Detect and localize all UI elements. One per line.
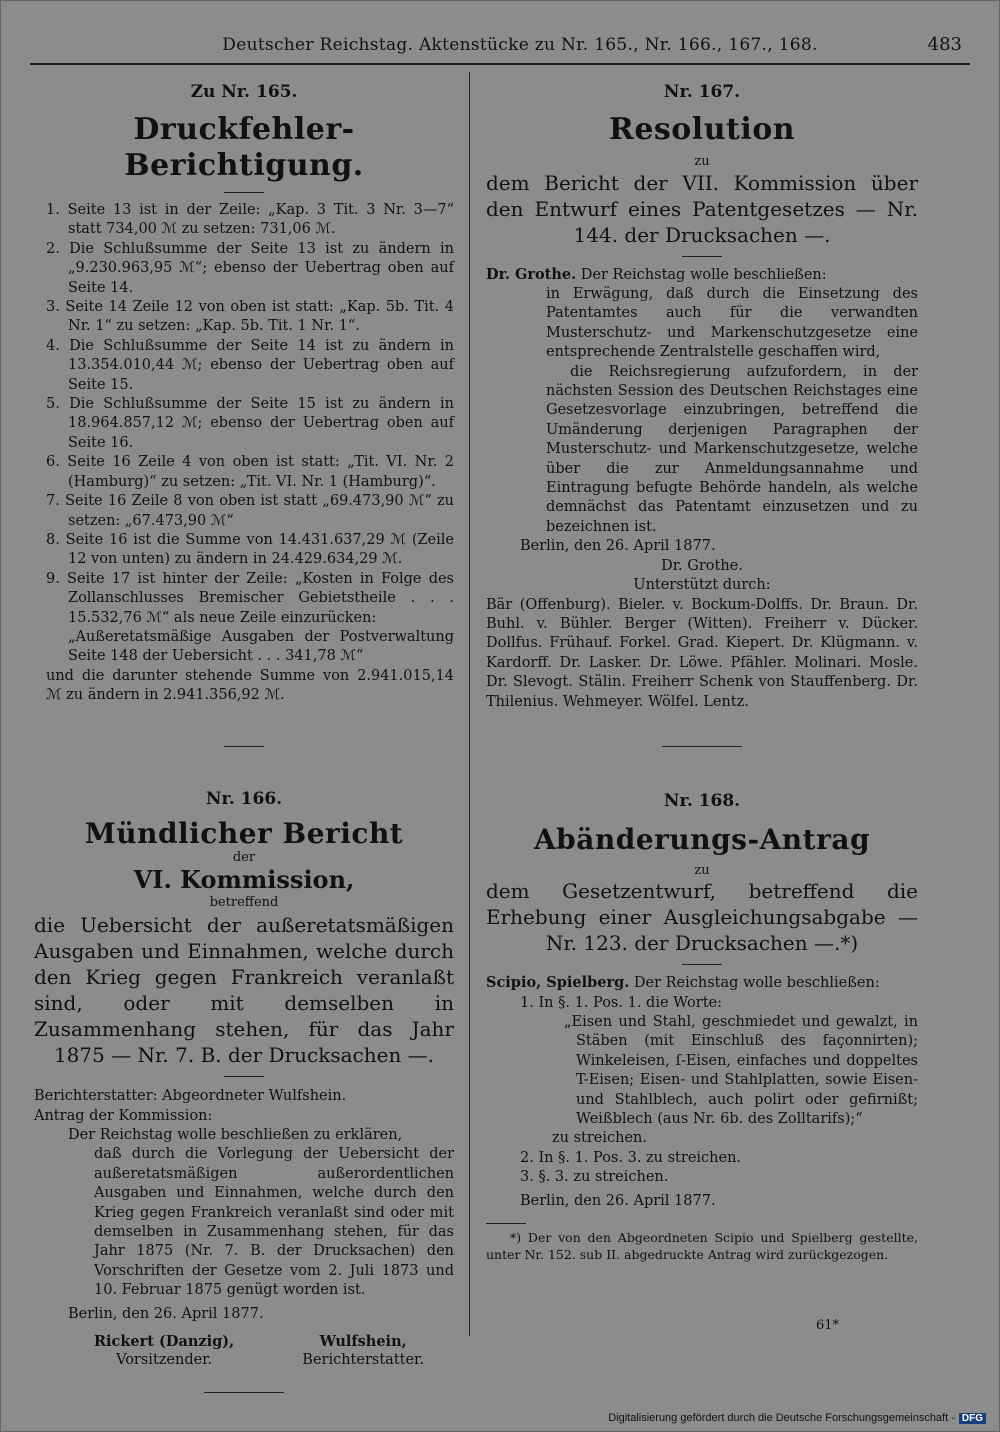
nr168-subject: dem Gesetzentwurf, betreffend die Erhebung einer Ausgleichungsabgabe — Nr. 123. der Drucksachen —.*) (486, 879, 918, 956)
motion-label: Antrag der Kommission: (34, 1107, 213, 1124)
nr168-title: Abänderungs-Antrag (533, 822, 871, 856)
nr168-date: Berlin, den 26. April 1877. (520, 1192, 716, 1209)
dfg-credit (608, 1412, 986, 1424)
supporters-list: Bär (Offenburg). Bieler. v. Bockum-Dolffs. Dr. Braun. Dr. Buhl. v. Bühler. Berger (Witten). Freiherr v. Dücker. Dollfus. Frühauf. Forkel. Grad. Kiepert. Dr. Klügmann. v. Kardorff. Dr. Lasker. Dr. Löwe. Pfähler. Molinari. Mosle. Dr. Slevogt. Stälin. Freiherr Schenk von Stauffenberg. Dr. Thilenius. Wehmeyer. Wölfel. Lentz. (486, 596, 918, 710)
nr166-header: Nr. 166. (205, 788, 283, 809)
supported-label: Unterstützt durch: (633, 577, 771, 594)
reporter-line: Berichterstatter: Abgeordneter Wulfshein. (34, 1088, 347, 1105)
betreffend-label: betreffend (209, 894, 279, 910)
short-rule (224, 192, 264, 193)
der-label: der (232, 850, 256, 866)
zu-label: zu (694, 862, 710, 878)
mover-names: Scipio, Spielberg. (486, 974, 630, 992)
signature-chair (94, 1332, 234, 1370)
signer-name: Dr. Grothe. (661, 557, 743, 574)
nr168-header: Nr. 168. (663, 790, 741, 811)
list-item: 7. Seite 16 Zeile 8 von oben ist statt „69.473,90 ℳ“ zu setzen: „67.473,90 ℳ“ (46, 493, 454, 529)
signature-role: Berichterstatter. (302, 1352, 424, 1369)
list-item: 5. Die Schlußsumme der Seite 15 ist zu ändern in 18.964.857,12 ℳ; ebenso der Uebertrag oben auf Seite 16. (46, 396, 454, 451)
list-item: 8. Seite 16 ist die Summe von 14.431.637,29 ℳ (Zeile 12 von unten) zu ändern in 24.429.634,29 ℳ. (46, 531, 454, 568)
mover-name: Dr. Grothe. (486, 265, 577, 283)
nr166-subject: die Uebersicht der außeretatsmäßigen Ausgaben und Einnahmen, welche durch den Krieg gegen Frankreich veranlaßt sind, oder mit demselben in Zusammenhang stehen, für das Jahr 1875 — Nr. 7. B. der Drucksachen —. (34, 913, 454, 1068)
nr167-title: Resolution (608, 112, 796, 147)
list-item: 2. Die Schlußsumme der Seite 13 ist zu ändern in „9.230.963,95 ℳ“; ebenso der Uebertrag oben auf Seite 14. (46, 240, 454, 296)
dfg-logo-icon: DFG (959, 1413, 986, 1424)
left-column (34, 72, 454, 1393)
nr165-header: Zu Nr. 165. (190, 82, 298, 102)
commission-title: VI. Kommission, (133, 864, 355, 894)
running-head-title: Deutscher Reichstag. Aktenstücke zu Nr. 165., Nr. 166., 167., 168. (222, 35, 818, 55)
motion-intro: Der Reichstag wolle beschließen: (633, 975, 880, 992)
running-head (30, 30, 970, 60)
column-divider (469, 72, 470, 1336)
insert-line: „Außeretatsmäßige Ausgaben der Postverwaltung Seite 148 der Uebersicht . . . 341,78 ℳ“ (68, 628, 454, 665)
list-item: 1. Seite 13 ist in der Zeile: „Kap. 3 Tit. 3 Nr. 3—7“ statt 734,00 ℳ zu setzen: 731,06 ℳ. (46, 202, 454, 238)
signature-reporter (302, 1332, 424, 1370)
short-rule (224, 1076, 264, 1077)
corrections-list (34, 201, 454, 628)
amendment-item-2: 2. In §. 1. Pos. 3. zu streichen. (520, 1149, 742, 1166)
resolution-para-1: in Erwägung, daß durch die Einsetzung des Patentamtes auch für die verwandten Musterschutz- und Markenschutzgesetze eine entsprechende Zentralstelle geschaffen wird, (546, 286, 918, 361)
short-rule (682, 964, 722, 965)
list-item: 4. Die Schlußsumme der Seite 14 ist zu ändern in 13.354.010,44 ℳ; ebenso der Uebertrag oben auf Seite 15. (46, 337, 454, 393)
nr166-title: Mündlicher Bericht (84, 816, 404, 850)
nr166-date: Berlin, den 26. April 1877. (68, 1305, 264, 1322)
list-item: 9. Seite 17 ist hinter der Zeile: „Kosten in Folge des Zollanschlusses Bremischer Gebietstheile . . . 15.532,76 ℳ“ als neue Zeile einzurücken: (46, 570, 454, 626)
list-item: 3. Seite 14 Zeile 12 von oben ist statt: „Kap. 5b. Tit. 4 Nr. 1“ zu setzen: „Kap. 5b. Tit. 1 Nr. 1“. (46, 299, 454, 335)
motion-intro: Der Reichstag wolle beschließen zu erklären, (68, 1126, 403, 1143)
closing-line: und die darunter stehende Summe von 2.941.015,14 ℳ zu ändern in 2.941.356,92 ℳ. (46, 667, 454, 704)
header-rule (30, 63, 970, 65)
list-item: 6. Seite 16 Zeile 4 von oben ist statt: „Tit. VI. Nr. 2 (Hamburg)“ zu setzen: „Tit. VI. Nr. 1 (Hamburg)“. (46, 454, 454, 490)
right-column (486, 72, 918, 1263)
resolution-para-2: die Reichsregierung aufzufordern, in der nächsten Session des Deutschen Reichstages eine Gesetzesvorlage einzubringen, betreffend die Umänderung derjenigen Paragraphen der Musterschutz- und Markenschutzgesetze, welche über die zur Anmeldungsannahme und Eintragung befugte Behörde handeln, als welche demnächst das Patentamt einzusetzen und zu bezeichnen ist. (546, 363, 918, 535)
short-rule (682, 256, 722, 257)
page-number: 483 (927, 34, 962, 55)
nr165-title: Druckfehler-Berichtigung. (124, 112, 364, 183)
zu-label: zu (694, 154, 710, 169)
amendment-quote: „Eisen und Stahl, geschmiedet und gewalzt, in Stäben (mit Einschluß des façonnirten); Winkeleisen, ſ-Eisen, einfaches und doppeltes T-Eisen; Eisen- und Stahlplatten, sowie Eisen- und Stahlblech, auch polirt oder gefirnißt; Weißblech (aus Nr. 6b. des Zolltarifs);“ (564, 1013, 918, 1127)
motion-intro: Der Reichstag wolle beschließen: (580, 266, 827, 283)
signature-role: Vorsitzender. (116, 1352, 213, 1369)
section-rule (224, 746, 264, 747)
dfg-credit-text: Digitalisierung gefördert durch die Deutsche Forschungsgemeinschaft - (608, 1412, 955, 1424)
amendment-item-3: 3. §. 3. zu streichen. (520, 1169, 669, 1186)
nr167-header: Nr. 167. (663, 82, 741, 102)
motion-text: daß durch die Vorlegung der Uebersicht der außeretatsmäßigen außerordentlichen Ausgaben und Einnahmen, welche durch den Krieg gegen Frankreich veranlaßt sind oder mit demselben in Zusammenhang stehen, für das Jahr 1875 (Nr. 7. B. der Drucksachen) den Vorschriften der Gesetze vom 2. Juli 1873 und 10. Februar 1875 genügt worden ist. (94, 1146, 454, 1299)
footnote-rule (486, 1223, 526, 1224)
signatures (34, 1332, 454, 1370)
signature-name: Wulfshein, (319, 1333, 407, 1351)
section-rule (204, 1392, 284, 1393)
amendment-item-1: 1. In §. 1. Pos. 1. die Worte: (520, 994, 723, 1011)
amendment-strike: zu streichen. (552, 1130, 647, 1147)
nr167-subject: dem Bericht der VII. Kommission über den Entwurf eines Patentgesetzes — Nr. 144. der Drucksachen —. (486, 170, 918, 247)
sheet-signature: 61* (816, 1318, 840, 1333)
section-rule (662, 746, 742, 747)
nr167-date: Berlin, den 26. April 1877. (520, 538, 716, 555)
footnote: *) Der von den Abgeordneten Scipio und Spielberg gestellte, unter Nr. 152. sub II. abgedruckte Antrag wird zurückgezogen. (486, 1230, 918, 1262)
signature-name: Rickert (Danzig), (94, 1333, 235, 1351)
